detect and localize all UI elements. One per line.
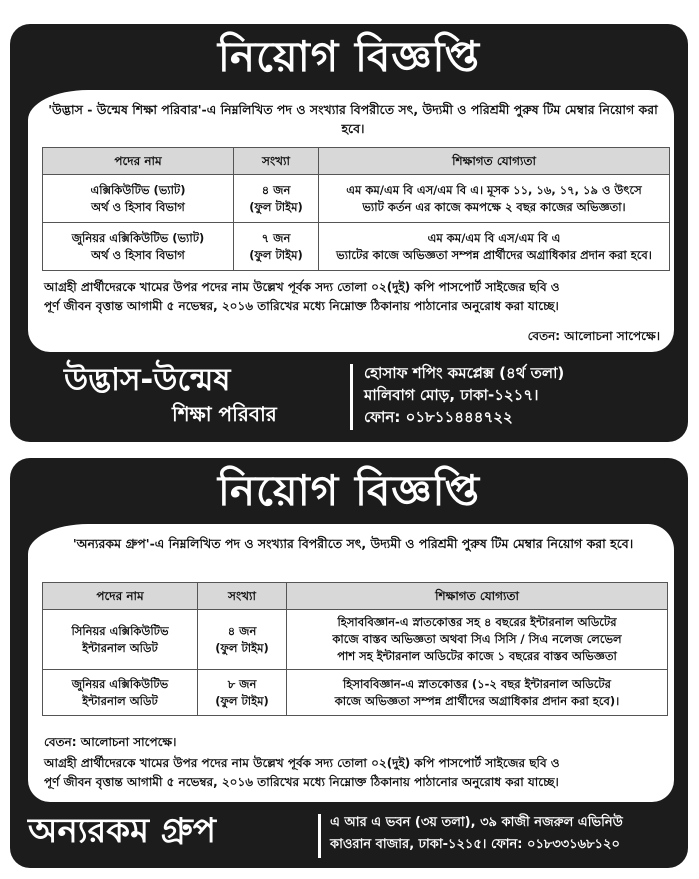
post-dept: ইন্টারনাল অডিট: [82, 693, 158, 708]
vacancy-table: [42, 147, 670, 271]
qualification-line: এম কম/এম বি এস/এম বি এ। মূসক ১১, ১৬, ১৭, ১৯ ও উৎসে: [346, 182, 642, 197]
col-header-post: পদের নাম: [43, 583, 198, 610]
instruction-line: আগ্রহী প্রার্থীদেরকে খামের উপর পদের নাম উল্লেখ পূর্বক সদ্য তোলা ০২(দুই) কপি পাসপোর্ট সাইজের ছবি ও: [44, 756, 560, 770]
col-header-qualification: শিক্ষাগত যোগ্যতা: [287, 583, 668, 610]
address-line: কাওরান বাজার, ঢাকা-১২১৫। ফোন: ০১৮৩৩১৬৮১২০: [330, 837, 620, 852]
salary-note: বেতন: আলোচনা সাপেক্ষে।: [44, 735, 177, 749]
deadline-date: ৫ নভেম্বর, ২০১৬: [166, 299, 254, 313]
post-title: সিনিয়র এক্সিকিউটিভ: [71, 623, 169, 638]
instruction-text: তারিখের মধ্যে নিম্নোক্ত ঠিকানায় পাঠানোর অনুরোধ করা যাচ্ছে।: [253, 775, 559, 789]
post-cell: [43, 175, 234, 223]
qualification-line: কাজে অভিজ্ঞতা সম্পন্ন প্রার্থীদের অগ্রাধিকার প্রদান করা হবে)।: [334, 693, 620, 708]
count-type: (ফুল টাইম): [215, 693, 269, 708]
instruction-line: আগ্রহী প্রার্থীদেরকে খামের উপর পদের নাম উল্লেখ পূর্বক সদ্য তোলা ০২(দুই) কপি পাসপোর্ট সাইজের ছবি ও: [44, 280, 560, 294]
post-dept: অর্থ ও হিসাব বিভাগ: [91, 199, 185, 214]
post-title: জুনিয়র এক্সিকিউটিভ: [71, 676, 169, 691]
qualification-cell: [287, 670, 668, 716]
post-cell: [43, 610, 198, 670]
ad-title: নিয়োগ বিজ্ঞপ্তি: [217, 466, 481, 515]
qualification-line: পাশ সহ ইন্টারনাল অডিটের কাজে ১ বছরের বাস্তব অভিজ্ঞতা: [337, 649, 617, 663]
job-ad-onnorokom: [10, 458, 688, 868]
org-logo-name: অন্যরকম গ্রুপ: [28, 811, 216, 851]
org-name: 'অন্যরকম গ্রুপ': [72, 536, 150, 551]
footer-address: [364, 362, 564, 428]
application-instructions: [44, 278, 664, 316]
org-logo-subname: শিক্ষা পরিবার: [172, 402, 277, 426]
intro-text: শিক্ষা পরিবার'-এ নিম্নলিখিত পদ ও সংখ্যার বিপরীতে সৎ, উদ্যমী ও পরিশ্রমী পুরুষ টিম মেম্বার নিয়োগ করা হবে।: [127, 102, 658, 136]
vacancy-table: [42, 582, 668, 716]
phone-line: ফোন: ০১৮১১৪৪৪৭২২: [364, 408, 513, 426]
col-header-qualification: শিক্ষাগত যোগ্যতা: [319, 148, 670, 175]
instruction-text: পূর্ণ জীবন বৃত্তান্ত আগামী: [44, 299, 167, 313]
post-title: এক্সিকিউটিভ (ভ্যাট): [90, 182, 186, 197]
count-cell: [198, 670, 287, 716]
count-value: ৪ জন: [261, 182, 291, 197]
qualification-line: কাজে বাস্তব অভিজ্ঞতা অথবা সিএ সিসি / সিএ নলেজ লেভেল: [332, 632, 622, 646]
ad-intro: [42, 534, 664, 553]
post-title: জুনিয়র এক্সিকিউটিভ (ভ্যাট): [71, 230, 205, 245]
col-header-count: সংখ্যা: [198, 583, 287, 610]
org-logo-name: উদ্ভাস-উন্মেষ: [64, 362, 231, 398]
table-row: [43, 223, 670, 271]
qualification-line: এম কম/এম বি এস/এম বি এ: [427, 230, 561, 245]
count-type: (ফুল টাইম): [249, 199, 303, 214]
count-value: ৮ জন: [227, 676, 257, 691]
post-cell: [43, 223, 234, 271]
ad-title: নিয়োগ বিজ্ঞপ্তি: [217, 32, 481, 81]
table-row: [43, 670, 668, 716]
qualification-cell: [287, 610, 668, 670]
count-type: (ফুল টাইম): [215, 640, 269, 655]
table-row: [43, 175, 670, 223]
address-line: এ আর এ ভবন (৩য় তলা), ৩৯ কাজী নজরুল এভিনিউ: [330, 815, 623, 830]
address-line: মালিবাগ মোড়, ঢাকা-১২১৭।: [364, 386, 539, 404]
qualification-cell: [319, 175, 670, 223]
count-value: ৭ জন: [261, 230, 291, 245]
qualification-line: হিসাববিজ্ঞান-এ স্নাতকোত্তর সহ ৪ বছরের ইন্টারনাল অডিটের: [337, 615, 617, 629]
instruction-line: [44, 297, 664, 316]
address-line: হোসাফ শপিং কমপ্লেক্স (৪র্থ তলা): [364, 364, 565, 382]
post-cell: [43, 670, 198, 716]
footer-divider: [350, 364, 353, 430]
ad-body-card: [28, 524, 674, 802]
qualification-line: হিসাববিজ্ঞান-এ স্নাতকোত্তর (১-২ বছর ইন্টারনাল অডিটের: [343, 676, 611, 691]
ad-intro: [42, 100, 664, 138]
table-header-row: [43, 148, 670, 175]
instruction-text: পূর্ণ জীবন বৃত্তান্ত আগামী: [44, 775, 167, 789]
footer-address: [330, 812, 623, 856]
col-header-post: পদের নাম: [43, 148, 234, 175]
instruction-text: তারিখের মধ্যে নিম্নোক্ত ঠিকানায় পাঠানোর অনুরোধ করা যাচ্ছে।: [253, 299, 559, 313]
org-name: 'উদ্ভাস - উন্মেষ: [48, 102, 128, 117]
deadline-date: ৫ নভেম্বর, ২০১৬: [166, 775, 254, 789]
footer-divider: [318, 814, 321, 858]
post-dept: ইন্টারনাল অডিট: [82, 640, 158, 655]
ad-body-card: [28, 90, 674, 352]
qualification-line: ভ্যাটের কাজে অভিজ্ঞতা সম্পন্ন প্রার্থীদের অগ্রাধিকার প্রদান করা হবে।: [336, 247, 652, 262]
count-cell: [234, 175, 319, 223]
application-instructions: [44, 754, 664, 792]
count-cell: [198, 610, 287, 670]
post-dept: অর্থ ও হিসাব বিভাগ: [91, 247, 185, 262]
instruction-line: [44, 773, 664, 792]
count-type: (ফুল টাইম): [249, 247, 303, 262]
intro-text: -এ নিম্নলিখিত পদ ও সংখ্যার বিপরীতে সৎ, উদ্যমী ও পরিশ্রমী পুরুষ টিম মেম্বার নিয়োগ করা হবে।: [149, 536, 634, 551]
job-ad-udvash: [10, 24, 688, 442]
table-row: [43, 610, 668, 670]
qualification-line: ভ্যাট কর্তন এর কাজে কমপক্ষে ২ বছর কাজের অভিজ্ঞতা।: [362, 199, 626, 214]
count-cell: [234, 223, 319, 271]
qualification-cell: [319, 223, 670, 271]
table-header-row: [43, 583, 668, 610]
count-value: ৪ জন: [227, 623, 257, 638]
salary-note: বেতন: আলোচনা সাপেক্ষে।: [527, 329, 660, 343]
col-header-count: সংখ্যা: [234, 148, 319, 175]
